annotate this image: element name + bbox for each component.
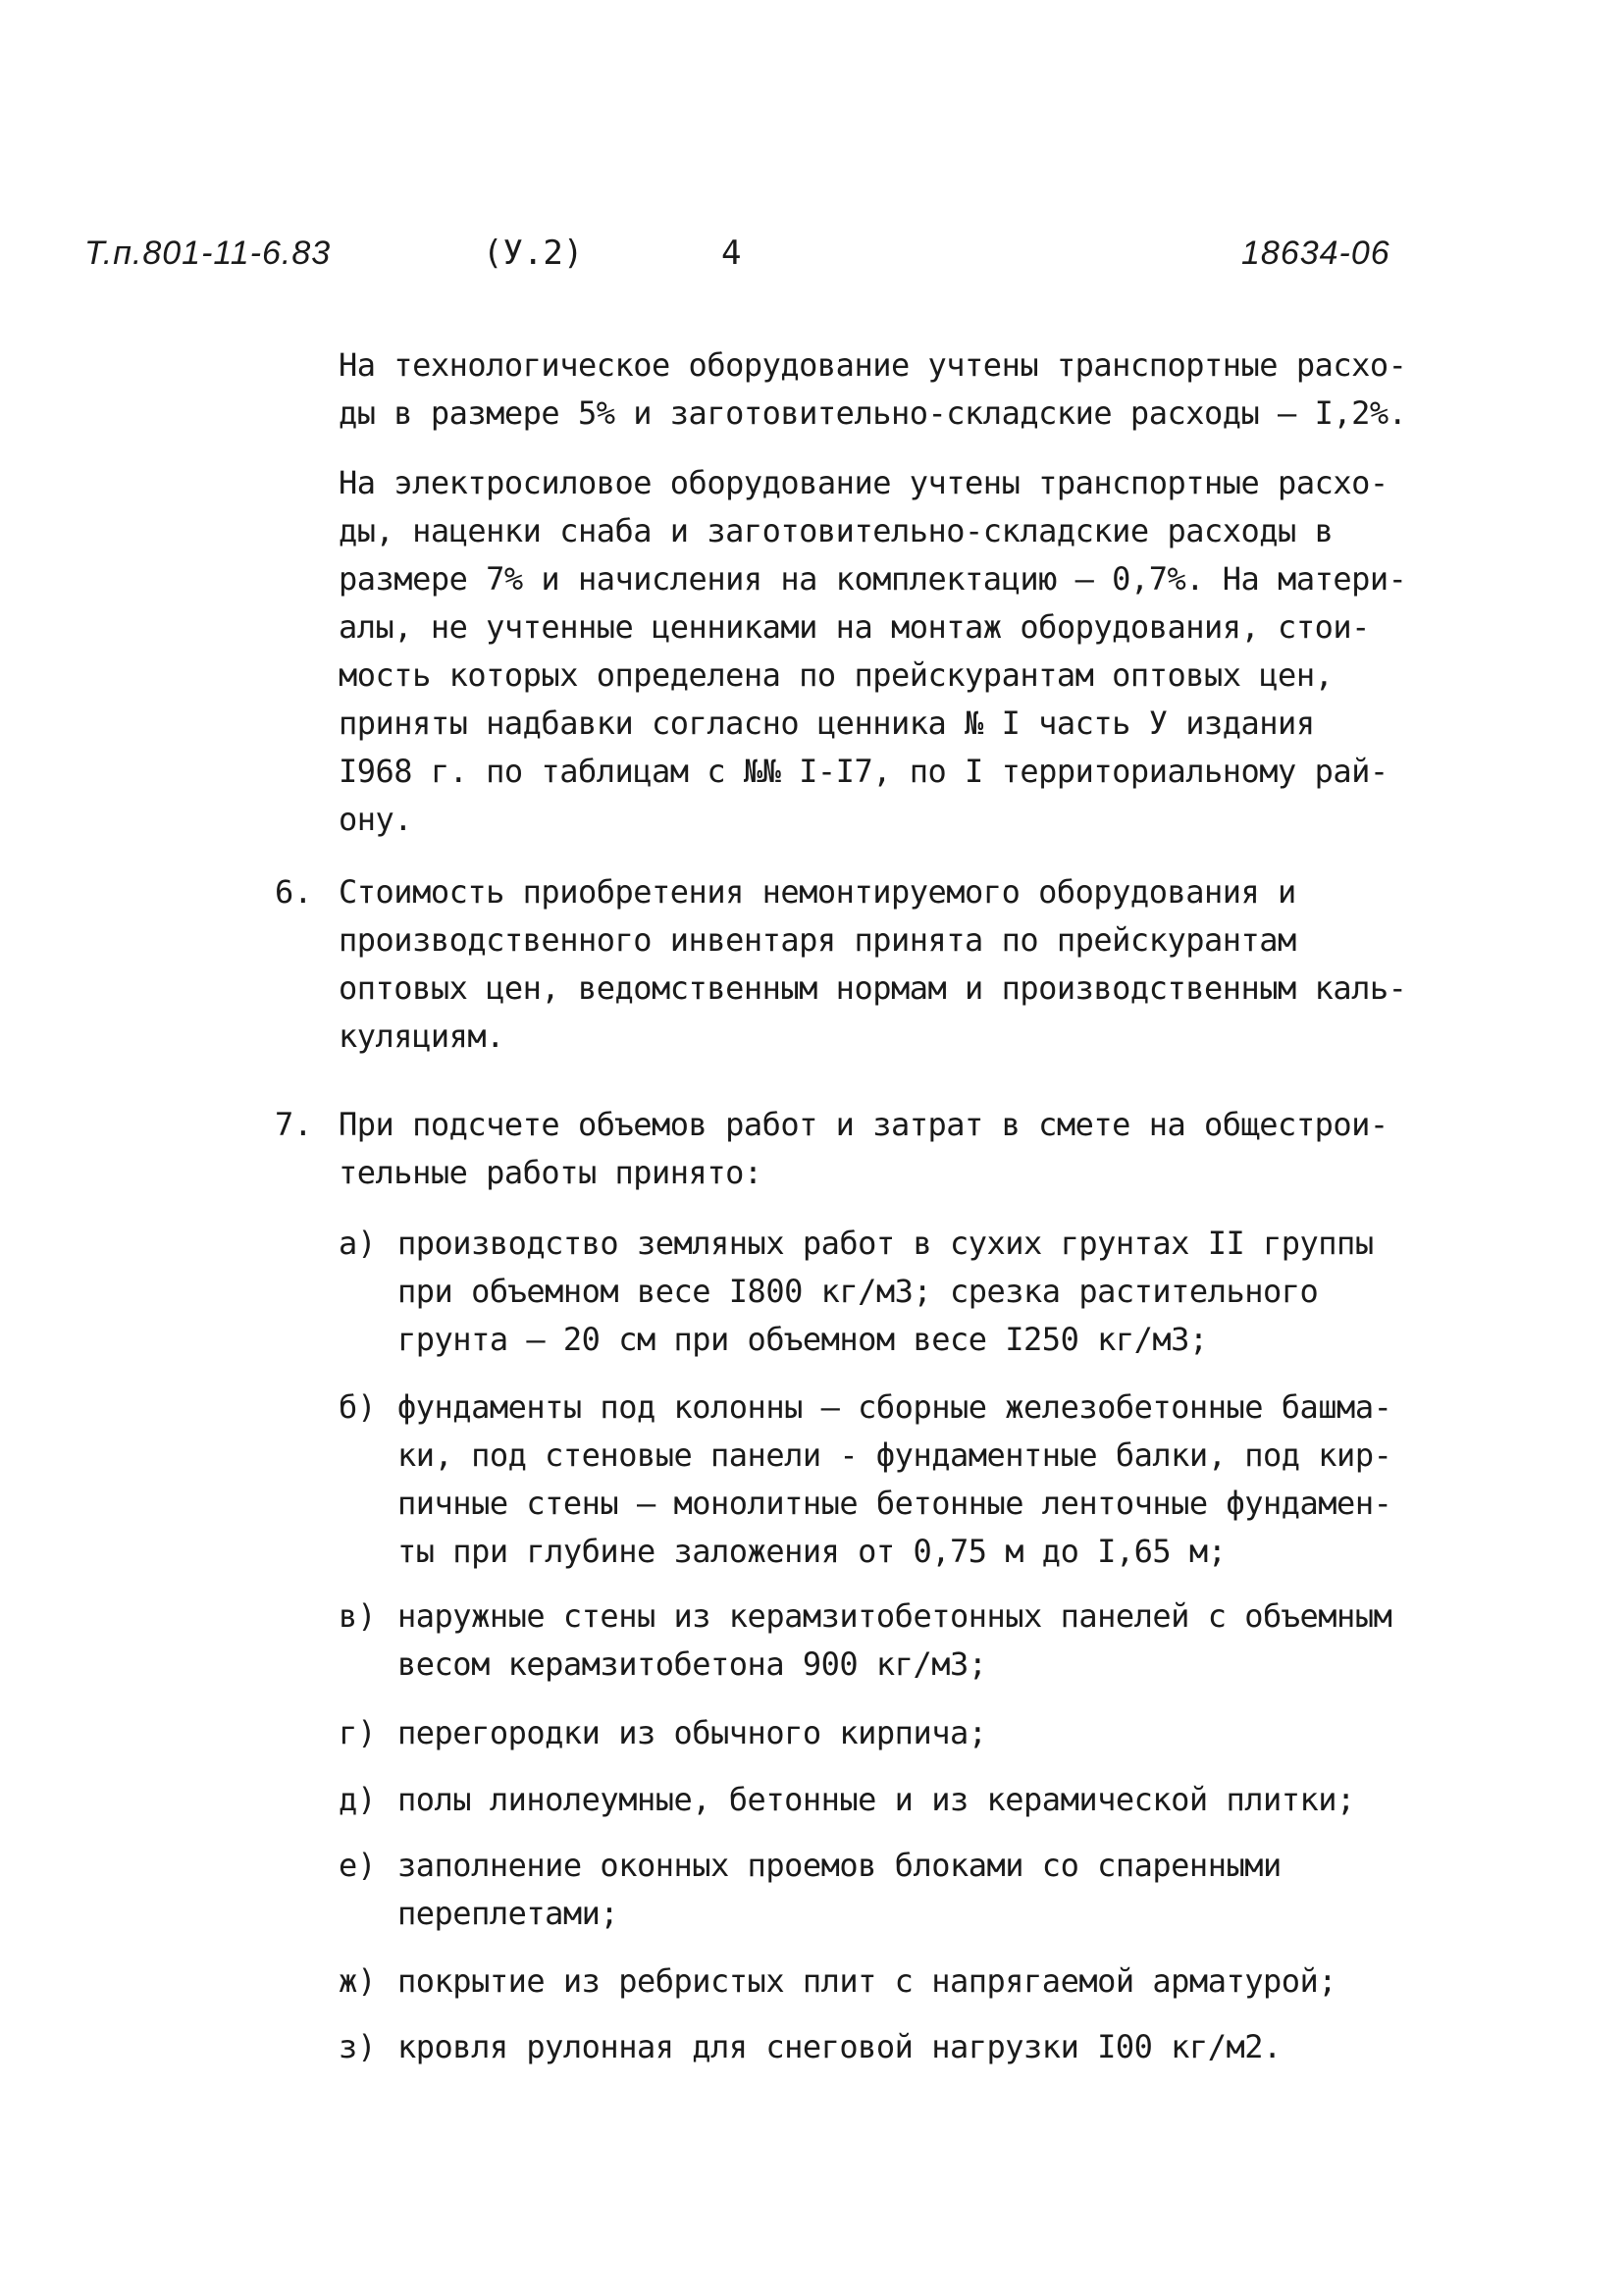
subitem-b-letter: б) xyxy=(339,1388,377,1426)
item-6-number: 6. xyxy=(275,873,313,911)
subitem-e-letter: е) xyxy=(339,1847,377,1884)
subitem-v-text xyxy=(397,1592,1391,1689)
subitem-zh-text xyxy=(397,1957,1336,2006)
text-line: заполнение оконных проемов блоками со спаренными xyxy=(397,1847,1282,1884)
text-line: На электросиловое оборудование учтены транспортные расхо- xyxy=(339,464,1388,501)
inventory-number: 18634-06 xyxy=(1241,235,1390,272)
text-line: наружные стены из керамзитобетонных панелей с объемным xyxy=(397,1597,1392,1635)
doc-code: Т.п.801-11-6.83 xyxy=(84,235,332,272)
text-line: производственного инвентаря принята по прейскурантам xyxy=(339,921,1296,959)
text-line: оптовых цен, ведомственным нормам и производственным каль- xyxy=(339,969,1407,1007)
text-line: ки, под стеновые панели - фундаментные балки, под кир- xyxy=(397,1436,1392,1474)
text-line: мость которых определена по прейскурантам оптовых цен, xyxy=(339,656,1334,694)
subitem-g-text xyxy=(397,1709,987,1757)
text-line: переплетами; xyxy=(397,1895,619,1932)
text-line: приняты надбавки согласно ценника № I часть У издания xyxy=(339,704,1315,742)
item-6-text xyxy=(339,868,1406,1061)
subitem-b-text xyxy=(397,1383,1391,1576)
subitem-d-text xyxy=(397,1776,1355,1824)
text-line: фундаменты под колонны – сборные железобетонные башма- xyxy=(397,1388,1392,1426)
text-line: ды в размере 5% и заготовительно-складские расходы – I,2%. xyxy=(339,394,1407,432)
page-number: 4 xyxy=(721,234,742,273)
para-equipment xyxy=(339,341,1406,438)
text-line: производство земляных работ в сухих грунтах II группы xyxy=(397,1225,1374,1262)
subitem-v-letter: в) xyxy=(339,1597,377,1635)
text-line: весом керамзитобетона 900 кг/м3; xyxy=(397,1645,987,1683)
text-line: грунта – 20 см при объемном весе I250 кг/м3; xyxy=(397,1321,1208,1358)
subitem-a-text xyxy=(397,1220,1374,1364)
text-line: размере 7% и начисления на комплектацию – 0,7%. На матери- xyxy=(339,560,1407,598)
text-line: тельные работы принято: xyxy=(339,1154,762,1191)
para-electric xyxy=(339,459,1406,844)
text-line: пичные стены – монолитные бетонные ленточные фундамен- xyxy=(397,1485,1392,1522)
subitem-z-letter: з) xyxy=(339,2028,377,2065)
subitem-d-letter: д) xyxy=(339,1781,377,1818)
text-line: куляциям. xyxy=(339,1018,504,1055)
text-line: I968 г. по таблицам с №№ I-I7, по I территориальному рай- xyxy=(339,753,1388,790)
subitem-e-text xyxy=(397,1842,1282,1938)
text-line: при объемном весе I800 кг/м3; срезка растительного xyxy=(397,1273,1319,1310)
variant-label: (У.2) xyxy=(483,234,584,273)
text-line: ты при глубине заложения от 0,75 м до I,65 м; xyxy=(397,1533,1227,1570)
subitem-g-letter: г) xyxy=(339,1714,377,1751)
text-line: ону. xyxy=(339,801,413,838)
text-line: ды, наценки снаба и заготовительно-складские расходы в xyxy=(339,512,1334,549)
text-line: При подсчете объемов работ и затрат в смете на общестрои- xyxy=(339,1106,1388,1143)
text-line: На технологическое оборудование учтены транспортные расхо- xyxy=(339,346,1407,384)
text-line: покрытие из ребристых плит с напрягаемой арматурой; xyxy=(397,1962,1337,2000)
subitem-zh-letter: ж) xyxy=(339,1962,377,2000)
text-line: полы линолеумные, бетонные и из керамической плитки; xyxy=(397,1781,1355,1818)
subitem-z-text xyxy=(397,2023,1282,2071)
text-line: алы, не учтенные ценниками на монтаж оборудования, стои- xyxy=(339,608,1370,646)
text-line: перегородки из обычного кирпича; xyxy=(397,1714,987,1751)
subitem-a-letter: а) xyxy=(339,1225,377,1262)
item-7-text xyxy=(339,1101,1388,1197)
item-7-number: 7. xyxy=(275,1106,313,1143)
text-line: Стоимость приобретения немонтируемого оборудования и xyxy=(339,873,1296,911)
text-line: кровля рулонная для снеговой нагрузки I00 кг/м2. xyxy=(397,2028,1282,2065)
